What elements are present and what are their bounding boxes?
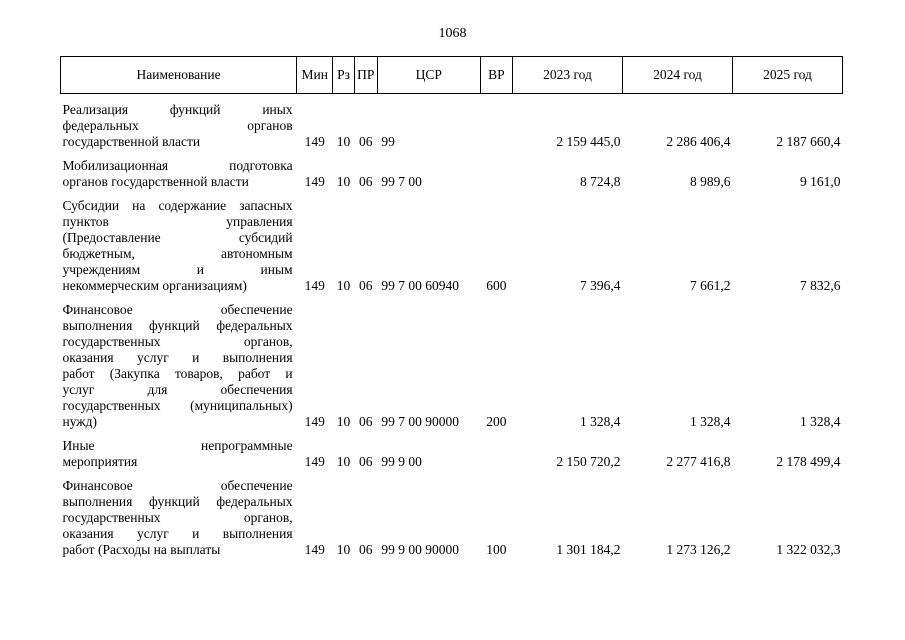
table-row — [61, 470, 843, 558]
row-name — [61, 294, 297, 430]
row-name — [61, 430, 297, 470]
row-2023: 2 150 720,2 — [556, 454, 621, 469]
table-row — [61, 294, 843, 430]
row-pr: 06 — [358, 174, 373, 189]
table-row — [61, 190, 843, 294]
row-pr: 06 — [358, 278, 373, 293]
row-name-line: бюджетным, автономным — [62, 246, 293, 261]
header-vr: ВР — [480, 57, 512, 94]
row-rz: 10 — [336, 174, 351, 189]
row-name-line: выполнения функций федеральных — [62, 494, 293, 509]
row-name-line: некоммерческим организациям) — [62, 278, 247, 293]
row-name-line: федеральных органов — [62, 118, 293, 133]
row-name-line: выполнения функций федеральных — [62, 318, 293, 333]
row-name-line: Субсидии на содержание запасных — [62, 198, 293, 213]
row-vr — [480, 94, 512, 151]
row-rz: 10 — [336, 542, 351, 557]
row-vr: 600 — [486, 278, 507, 293]
row-2025: 2 178 499,4 — [776, 454, 841, 469]
header-2024: 2024 год — [622, 57, 732, 94]
row-pr: 06 — [358, 134, 373, 149]
row-2025: 1 322 032,3 — [776, 542, 841, 557]
row-2025: 1 328,4 — [800, 414, 841, 429]
header-csr: ЦСР — [377, 57, 480, 94]
row-2024: 2 286 406,4 — [666, 134, 731, 149]
row-2023: 7 396,4 — [579, 278, 621, 293]
row-pr: 06 — [358, 542, 373, 557]
row-rz: 10 — [336, 134, 351, 149]
row-min: 149 — [304, 174, 325, 189]
row-vr: 100 — [486, 542, 507, 557]
row-name — [61, 150, 297, 190]
row-name — [61, 190, 297, 294]
row-2024: 8 989,6 — [689, 174, 731, 189]
header-2025: 2025 год — [732, 57, 842, 94]
row-2023: 1 328,4 — [579, 414, 621, 429]
row-csr: 99 7 00 60940 — [381, 278, 459, 293]
row-2025: 9 161,0 — [800, 174, 841, 189]
row-name-line: (Предоставление субсидий — [62, 230, 293, 245]
row-name-line: органов государственной власти — [62, 174, 249, 189]
row-2023: 1 301 184,2 — [556, 542, 621, 557]
row-name-line: Реализация функций иных — [62, 102, 293, 117]
row-vr — [480, 430, 512, 470]
row-2024: 1 328,4 — [689, 414, 731, 429]
row-csr: 99 7 00 90000 — [381, 414, 459, 429]
header-name: Наименование — [61, 57, 297, 94]
row-name-line: Финансовое обеспечение — [62, 478, 293, 493]
row-name-line: государственных (муниципальных) — [62, 398, 293, 413]
row-name — [61, 94, 297, 151]
row-2024: 2 277 416,8 — [666, 454, 731, 469]
row-2025: 2 187 660,4 — [776, 134, 841, 149]
row-2025: 7 832,6 — [800, 278, 841, 293]
header-2023: 2023 год — [513, 57, 623, 94]
row-2024: 7 661,2 — [689, 278, 731, 293]
row-2023: 8 724,8 — [579, 174, 621, 189]
header-min: Мин — [297, 57, 333, 94]
row-csr: 99 — [381, 134, 395, 149]
row-name-line: оказания услуг и выполнения — [62, 350, 293, 365]
row-name-line: мероприятия — [62, 454, 138, 469]
row-name-line: услуг для обеспечения — [62, 382, 293, 397]
row-name-line: государственных органов, — [62, 510, 293, 525]
row-2023: 2 159 445,0 — [556, 134, 621, 149]
row-name-line: государственной власти — [62, 134, 201, 149]
table-row — [61, 150, 843, 190]
row-name-line: пунктов управления — [62, 214, 293, 229]
row-name-line: учреждениям и иным — [62, 262, 293, 277]
header-pr: ПР — [354, 57, 377, 94]
row-rz: 10 — [336, 414, 351, 429]
row-pr: 06 — [358, 414, 373, 429]
row-min: 149 — [304, 134, 325, 149]
header-rz: Рз — [333, 57, 354, 94]
row-pr: 06 — [358, 454, 373, 469]
row-name-line: Финансовое обеспечение — [62, 302, 293, 317]
row-vr — [480, 150, 512, 190]
row-2024: 1 273 126,2 — [666, 542, 731, 557]
row-name-line: работ (Расходы на выплаты — [62, 542, 221, 557]
row-vr: 200 — [486, 414, 507, 429]
table-header — [61, 57, 843, 94]
row-name-line: Мобилизационная подготовка — [62, 158, 293, 173]
row-rz: 10 — [336, 278, 351, 293]
row-min: 149 — [304, 278, 325, 293]
page-number: 1068 — [438, 26, 467, 41]
row-csr: 99 9 00 — [381, 454, 422, 469]
row-name-line: Иные непрограммные — [62, 438, 293, 453]
budget-table — [60, 56, 843, 558]
table-row — [61, 430, 843, 470]
row-name-line: работ (Закупка товаров, работ и — [62, 366, 293, 381]
row-csr: 99 9 00 90000 — [381, 542, 459, 557]
row-csr: 99 7 00 — [381, 174, 422, 189]
row-name-line: нужд) — [62, 414, 97, 429]
row-name-line: оказания услуг и выполнения — [62, 526, 293, 541]
table-body — [61, 94, 843, 559]
row-name-line: государственных органов, — [62, 334, 293, 349]
row-rz: 10 — [336, 454, 351, 469]
row-min: 149 — [304, 542, 325, 557]
row-name — [61, 470, 297, 558]
row-min: 149 — [304, 414, 325, 429]
row-min: 149 — [304, 454, 325, 469]
table-row — [61, 94, 843, 151]
